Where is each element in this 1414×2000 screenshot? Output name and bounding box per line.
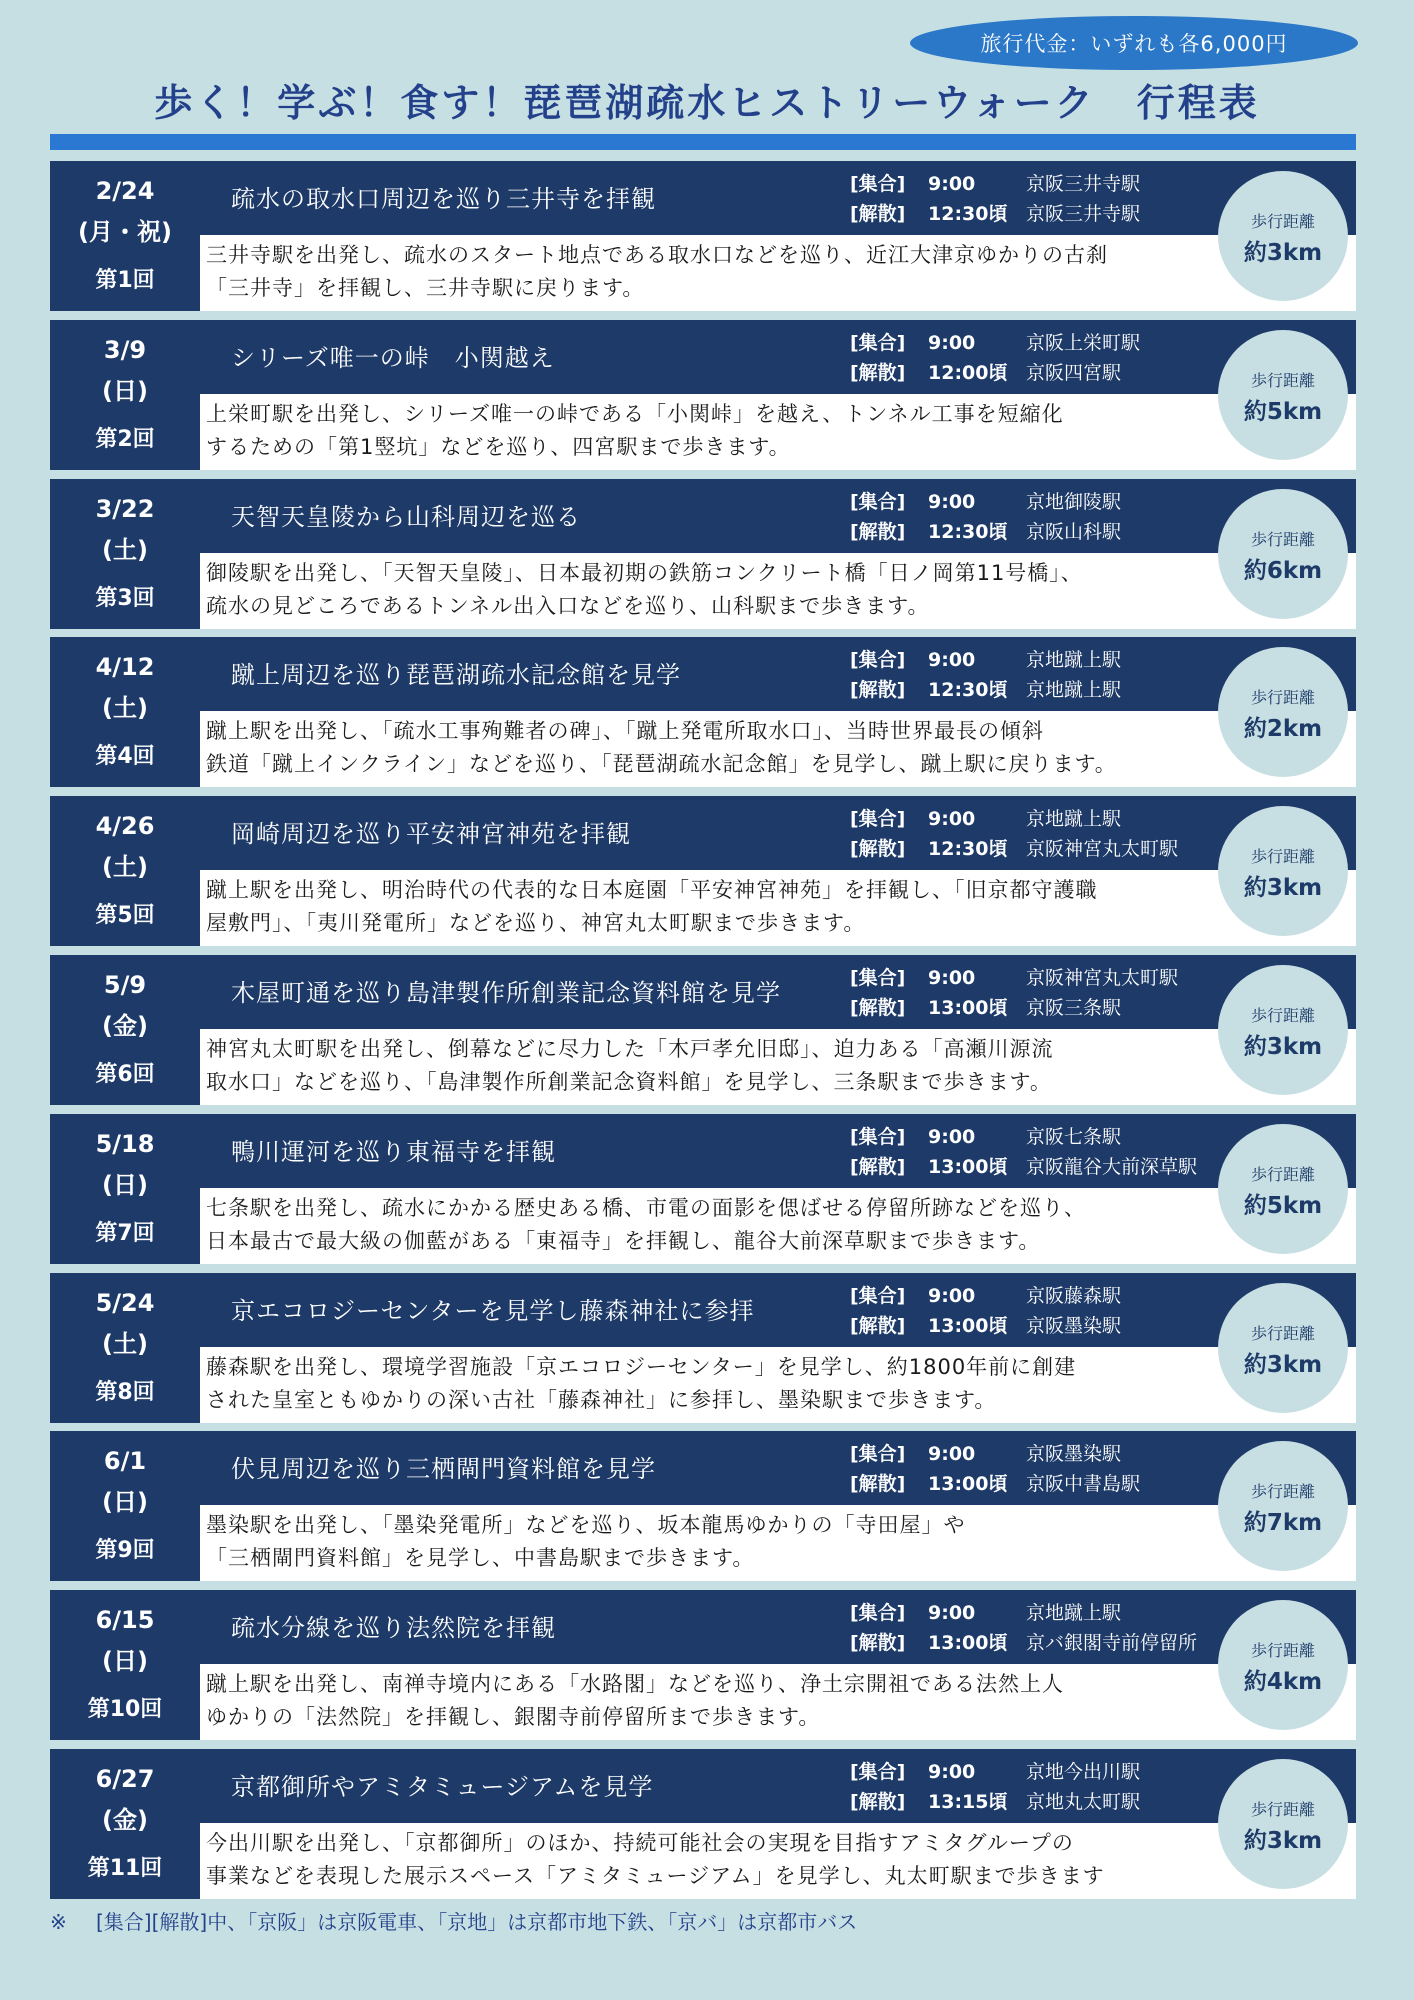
- event-day: (土): [102, 853, 148, 882]
- disband-place: 京阪中書島駅: [1026, 1473, 1141, 1496]
- meet-time: 9:00: [928, 1284, 976, 1307]
- row-header: [200, 479, 1356, 553]
- schedule-row: [50, 1114, 1356, 1264]
- meet-place: 京阪墨染駅: [1026, 1443, 1122, 1466]
- disband-time: 13:00頃: [928, 1155, 1008, 1178]
- disband-info: [850, 993, 1121, 1020]
- event-title: 岡崎周辺を巡り平安神宮神苑を拝観: [231, 820, 631, 849]
- disband-time: 13:00頃: [928, 1632, 1008, 1655]
- meet-place: 京阪神宮丸太町駅: [1026, 967, 1179, 989]
- date-block: [50, 955, 200, 1105]
- meet-time: 9:00: [928, 967, 976, 989]
- row-header: [200, 637, 1356, 711]
- event-day: (金): [102, 1012, 148, 1040]
- distance-value: 約2km: [1243, 716, 1323, 743]
- meet-time: 9:00: [928, 173, 976, 195]
- disband-time: 12:30頃: [928, 520, 1008, 543]
- distance-badge: [1218, 1283, 1348, 1413]
- meet-label: [集合]: [850, 1761, 906, 1783]
- row-header: [200, 1431, 1356, 1505]
- distance-badge: [1218, 330, 1348, 460]
- distance-badge: [1218, 1441, 1348, 1571]
- distance-label: 歩行距離: [1250, 1323, 1315, 1343]
- disband-time: 12:30頃: [928, 679, 1008, 702]
- event-description: [206, 239, 1206, 305]
- event-description: [206, 1192, 1206, 1258]
- disband-label: [解散]: [850, 1473, 906, 1496]
- distance-label: 歩行距離: [1250, 688, 1315, 708]
- event-date: 3/9: [103, 335, 147, 364]
- event-title: 京エコロジーセンターを見学し藤森神社に参拝: [231, 1296, 755, 1325]
- event-description: [206, 1351, 1206, 1417]
- description-line: 蹴上駅を出発し、明治時代の代表的な日本庭園「平安神宮神苑」を拝観し、「旧京都守護職: [206, 878, 1098, 903]
- row-body: [200, 1505, 1356, 1581]
- event-number: 第9回: [95, 1538, 155, 1564]
- distance-value: 約3km: [1243, 875, 1323, 902]
- disband-info: [850, 1628, 1197, 1655]
- event-title: シリーズ唯一の峠 小関越え: [231, 343, 555, 372]
- row-body: [200, 870, 1356, 946]
- disband-label: [解散]: [850, 520, 906, 543]
- event-day: (日): [102, 376, 148, 405]
- event-date: 5/9: [103, 971, 147, 999]
- distance-label: 歩行距離: [1250, 212, 1315, 231]
- description-line: 疏水の見どころであるトンネル出入口などを巡り、山科駅まで歩きます。: [206, 593, 930, 618]
- row-header: [200, 1749, 1356, 1823]
- schedule-row: [50, 479, 1356, 629]
- meet-place: 京地今出川駅: [1026, 1761, 1141, 1783]
- event-title: 疏水分線を巡り法然院を拝観: [231, 1614, 556, 1643]
- description-line: 神宮丸太町駅を出発し、倒幕などに尽力した「木戸孝允旧邸」、迫力ある「高瀬川源流: [206, 1037, 1054, 1061]
- row-body: [200, 1823, 1356, 1899]
- distance-value: 約7km: [1243, 1510, 1323, 1537]
- meet-label: [集合]: [850, 649, 906, 672]
- disband-label: [解散]: [850, 1791, 906, 1813]
- disband-label: [解散]: [850, 997, 906, 1019]
- meet-label: [集合]: [850, 808, 906, 831]
- footnote-mark: ※: [50, 1910, 67, 1934]
- row-header: [200, 955, 1356, 1029]
- disband-info: [850, 1787, 1140, 1814]
- distance-badge: [1218, 647, 1348, 777]
- meet-time: 9:00: [928, 331, 976, 354]
- title-underline: [50, 134, 1356, 150]
- row-body: [200, 235, 1356, 311]
- meet-place: 京地蹴上駅: [1026, 1602, 1122, 1625]
- disband-label: [解散]: [850, 1314, 906, 1337]
- event-description: [206, 398, 1206, 464]
- event-description: [206, 715, 1206, 781]
- event-description: [206, 1509, 1206, 1575]
- meet-label: [集合]: [850, 490, 906, 513]
- event-day: (土): [102, 1329, 148, 1358]
- disband-info: [850, 358, 1121, 385]
- disband-info: [850, 199, 1140, 226]
- description-line: 藤森駅を出発し、環境学習施設「京エコロジーセンター」を見学し、約1800年前に創建: [206, 1354, 1077, 1379]
- distance-value: 約3km: [1243, 240, 1323, 266]
- distance-label: 歩行距離: [1250, 1800, 1315, 1819]
- event-day: (日): [102, 1647, 148, 1676]
- description-line: 蹴上駅を出発し、南禅寺境内にある「水路閣」などを巡り、浄土宗開祖である法然上人: [206, 1672, 1064, 1697]
- event-number: 第7回: [95, 1220, 155, 1246]
- event-number: 第3回: [95, 585, 155, 611]
- date-block: [50, 1590, 200, 1740]
- meeting-info: [850, 487, 1121, 514]
- disband-label: [解散]: [850, 1632, 906, 1655]
- distance-label: 歩行距離: [1250, 847, 1315, 867]
- distance-badge: [1218, 171, 1348, 301]
- event-description: [206, 1668, 1206, 1734]
- event-date: 6/1: [103, 1447, 147, 1476]
- description-line: 鉄道「蹴上インクライン」などを巡り、「琵琶湖疏水記念館」を見学し、蹴上駅に戻ります。: [206, 752, 1117, 777]
- distance-badge: [1218, 1124, 1348, 1254]
- meeting-info: [850, 1757, 1140, 1784]
- event-title: 疏水の取水口周辺を巡り三井寺を拝観: [231, 185, 656, 213]
- description-line: 墨染駅を出発し、「墨染発電所」などを巡り、坂本龍馬ゆかりの「寺田屋」や: [206, 1513, 966, 1538]
- disband-info: [850, 1152, 1197, 1179]
- event-date: 5/18: [95, 1129, 155, 1158]
- event-date: 4/12: [95, 653, 155, 682]
- description-line: 日本最古で最大級の伽藍がある「東福寺」を拝観し、龍谷大前深草駅まで歩きます。: [206, 1228, 1041, 1253]
- schedule-row: [50, 1431, 1356, 1581]
- disband-info: [850, 834, 1178, 861]
- meet-place: 京阪藤森駅: [1026, 1284, 1122, 1307]
- distance-value: 約5km: [1243, 398, 1323, 425]
- description-line: された皇室ともゆかりの深い古社「藤森神社」に参拝し、墨染駅まで歩きます。: [206, 1387, 997, 1412]
- schedule-row: [50, 1590, 1356, 1740]
- schedule-row: [50, 796, 1356, 946]
- row-body: [200, 394, 1356, 470]
- disband-label: [解散]: [850, 838, 906, 861]
- event-title: 京都御所やアミタミュージアムを見学: [231, 1773, 654, 1801]
- date-block: [50, 796, 200, 946]
- row-header: [200, 1590, 1356, 1664]
- meet-label: [集合]: [850, 967, 906, 989]
- row-header: [200, 1114, 1356, 1188]
- price-badge: 旅行代金：いずれも各6,000円: [910, 16, 1358, 70]
- disband-time: 13:00頃: [928, 1473, 1008, 1496]
- row-header: [200, 320, 1356, 394]
- meet-place: 京地蹴上駅: [1026, 808, 1122, 831]
- event-description: [206, 1033, 1206, 1099]
- meet-label: [集合]: [850, 1125, 906, 1148]
- row-body: [200, 1347, 1356, 1423]
- meeting-info: [850, 1122, 1121, 1149]
- event-description: [206, 1827, 1206, 1893]
- row-body: [200, 1029, 1356, 1105]
- event-day: (土): [102, 535, 148, 564]
- meet-label: [集合]: [850, 1284, 906, 1307]
- description-line: するための「第1竪坑」などを巡り、四宮駅まで歩きます。: [206, 434, 791, 459]
- meet-time: 9:00: [928, 1125, 976, 1148]
- event-description: [206, 557, 1206, 623]
- description-line: 「三栖閘門資料館」を見学し、中書島駅まで歩きます。: [206, 1546, 755, 1571]
- row-body: [200, 553, 1356, 629]
- disband-time: 13:00頃: [928, 1314, 1008, 1337]
- meeting-info: [850, 1598, 1121, 1625]
- description-line: 事業などを表現した展示スペース「アミタミュージアム」を見学し、丸太町駅まで歩きます: [206, 1864, 1105, 1888]
- event-date: 6/27: [95, 1765, 155, 1793]
- meet-time: 9:00: [928, 490, 976, 513]
- disband-place: 京阪龍谷大前深草駅: [1026, 1155, 1198, 1178]
- schedule-row: [50, 161, 1356, 311]
- event-date: 4/26: [95, 812, 155, 841]
- event-day: (金): [102, 1806, 148, 1834]
- description-line: 上栄町駅を出発し、シリーズ唯一の峠である「小関峠」を越え、トンネル工事を短縮化: [206, 401, 1064, 426]
- description-line: 屋敷門」、「夷川発電所」などを巡り、神宮丸太町駅まで歩きます。: [206, 911, 866, 936]
- event-day: (日): [102, 1170, 148, 1199]
- event-title: 伏見周辺を巡り三栖閘門資料館を見学: [231, 1455, 656, 1484]
- meet-time: 9:00: [928, 1602, 976, 1625]
- meet-place: 京地蹴上駅: [1026, 649, 1122, 672]
- distance-value: 約3km: [1243, 1351, 1323, 1378]
- row-body: [200, 1188, 1356, 1264]
- distance-label: 歩行距離: [1250, 1482, 1315, 1502]
- distance-value: 約3km: [1243, 1828, 1323, 1854]
- event-day: (土): [102, 694, 148, 723]
- disband-info: [850, 517, 1121, 544]
- row-header: [200, 796, 1356, 870]
- description-line: 今出川駅を出発し、「京都御所」のほか、持続可能社会の実現を目指すアミタグループの: [206, 1831, 1074, 1855]
- date-block: [50, 1114, 200, 1264]
- schedule-row: [50, 1273, 1356, 1423]
- date-block: [50, 320, 200, 470]
- schedule-row: [50, 1749, 1356, 1899]
- disband-time: 12:30頃: [928, 203, 1008, 225]
- event-number: 第11回: [87, 1856, 163, 1881]
- disband-place: 京阪三井寺駅: [1026, 203, 1141, 225]
- distance-badge: [1218, 1759, 1348, 1889]
- distance-label: 歩行距離: [1250, 1641, 1315, 1661]
- date-block: [50, 161, 200, 311]
- meet-place: 京阪七条駅: [1026, 1125, 1122, 1148]
- description-line: 三井寺駅を出発し、疏水のスタート地点である取水口などを巡り、近江大津京ゆかりの古刹: [206, 243, 1108, 267]
- disband-place: 京阪三条駅: [1026, 997, 1122, 1019]
- schedule-row: [50, 637, 1356, 787]
- event-date: 6/15: [95, 1606, 155, 1635]
- meet-label: [集合]: [850, 1602, 906, 1625]
- footnote-text: [集合][解散]中、「京阪」は京阪電車、「京地」は京都市地下鉄、「京バ」は京都市バス: [96, 1910, 858, 1934]
- disband-info: [850, 675, 1121, 702]
- meet-label: [集合]: [850, 1443, 906, 1466]
- disband-place: 京地蹴上駅: [1026, 679, 1122, 702]
- meeting-info: [850, 963, 1178, 990]
- distance-value: 約3km: [1243, 1034, 1323, 1060]
- meeting-info: [850, 645, 1121, 672]
- date-block: [50, 1273, 200, 1423]
- event-date: 5/24: [95, 1288, 155, 1317]
- event-number: 第4回: [95, 744, 155, 770]
- event-number: 第1回: [95, 268, 155, 293]
- schedule-row: [50, 955, 1356, 1105]
- meet-time: 9:00: [928, 1761, 976, 1783]
- disband-time: 12:00頃: [928, 361, 1008, 384]
- footnote: [50, 1906, 857, 1935]
- distance-badge: [1218, 806, 1348, 936]
- date-block: [50, 1431, 200, 1581]
- meeting-info: [850, 1281, 1121, 1308]
- distance-badge: [1218, 489, 1348, 619]
- event-title: 蹴上周辺を巡り琵琶湖疏水記念館を見学: [231, 661, 681, 690]
- disband-time: 13:00頃: [928, 997, 1008, 1019]
- meeting-info: [850, 328, 1140, 355]
- meeting-info: [850, 1439, 1121, 1466]
- disband-info: [850, 1311, 1121, 1338]
- description-line: 蹴上駅を出発し、「疏水工事殉難者の碑」、「蹴上発電所取水口」、当時世界最長の傾斜: [206, 719, 1044, 744]
- description-line: 御陵駅を出発し、「天智天皇陵」、日本最初期の鉄筋コンクリート橋「日ノ岡第11号橋」、: [206, 560, 1083, 585]
- row-header: [200, 1273, 1356, 1347]
- distance-label: 歩行距離: [1250, 1164, 1315, 1184]
- event-date: 3/22: [95, 494, 155, 523]
- event-title: 天智天皇陵から山科周辺を巡る: [231, 502, 581, 531]
- distance-label: 歩行距離: [1250, 370, 1315, 390]
- distance-value: 約5km: [1243, 1192, 1323, 1219]
- disband-place: 京阪神宮丸太町駅: [1026, 838, 1179, 861]
- disband-place: 京地丸太町駅: [1026, 1791, 1141, 1813]
- disband-label: [解散]: [850, 203, 906, 225]
- disband-time: 12:30頃: [928, 838, 1008, 861]
- event-description: [206, 874, 1206, 940]
- distance-badge: [1218, 1600, 1348, 1730]
- event-date: 2/24: [95, 177, 155, 205]
- row-body: [200, 711, 1356, 787]
- meet-label: [集合]: [850, 331, 906, 354]
- meet-label: [集合]: [850, 173, 906, 195]
- date-block: [50, 637, 200, 787]
- event-number: 第6回: [95, 1062, 155, 1087]
- event-day: (月・祝): [78, 218, 172, 246]
- date-block: [50, 479, 200, 629]
- disband-place: 京阪四宮駅: [1026, 361, 1122, 384]
- disband-label: [解散]: [850, 361, 906, 384]
- row-header: [200, 161, 1356, 235]
- meet-time: 9:00: [928, 649, 976, 672]
- disband-label: [解散]: [850, 1155, 906, 1178]
- meeting-info: [850, 169, 1140, 196]
- description-line: 「三井寺」を拝観し、三井寺駅に戻ります。: [206, 276, 645, 300]
- disband-time: 13:15頃: [928, 1791, 1008, 1813]
- event-title: 木屋町通を巡り島津製作所創業記念資料館を見学: [231, 979, 781, 1007]
- meet-place: 京地御陵駅: [1026, 490, 1122, 513]
- event-number: 第2回: [95, 426, 155, 452]
- event-number: 第10回: [87, 1697, 163, 1723]
- disband-label: [解散]: [850, 679, 906, 702]
- date-block: [50, 1749, 200, 1899]
- meet-time: 9:00: [928, 808, 976, 831]
- meeting-info: [850, 804, 1121, 831]
- description-line: 七条駅を出発し、疏水にかかる歴史ある橋、市電の面影を偲ばせる停留所跡などを巡り、: [206, 1195, 1086, 1220]
- distance-value: 約6km: [1243, 557, 1323, 584]
- disband-info: [850, 1469, 1140, 1496]
- event-day: (日): [102, 1488, 148, 1517]
- distance-badge: [1218, 965, 1348, 1095]
- description-line: ゆかりの「法然院」を拝観し、銀閣寺前停留所まで歩きます。: [206, 1705, 821, 1730]
- disband-place: 京阪墨染駅: [1026, 1314, 1122, 1337]
- distance-label: 歩行距離: [1250, 529, 1315, 549]
- meet-place: 京阪三井寺駅: [1026, 173, 1141, 195]
- meet-place: 京阪上栄町駅: [1026, 331, 1141, 354]
- event-number: 第8回: [95, 1379, 155, 1405]
- meet-time: 9:00: [928, 1443, 976, 1466]
- event-title: 鴨川運河を巡り東福寺を拝観: [231, 1137, 556, 1166]
- disband-place: 京阪山科駅: [1026, 520, 1122, 543]
- distance-label: 歩行距離: [1250, 1006, 1315, 1025]
- event-number: 第5回: [95, 903, 155, 929]
- row-body: [200, 1664, 1356, 1740]
- schedule-row: [50, 320, 1356, 470]
- distance-value: 約4km: [1243, 1669, 1323, 1696]
- description-line: 取水口」などを巡り、「島津製作所創業記念資料館」を見学し、三条駅まで歩きます。: [206, 1070, 1052, 1094]
- page-title: 歩く！学ぶ！食す！琵琶湖疏水ヒストリーウォーク 行程表: [154, 81, 1260, 125]
- disband-place: 京バ銀閣寺前停留所: [1026, 1632, 1198, 1655]
